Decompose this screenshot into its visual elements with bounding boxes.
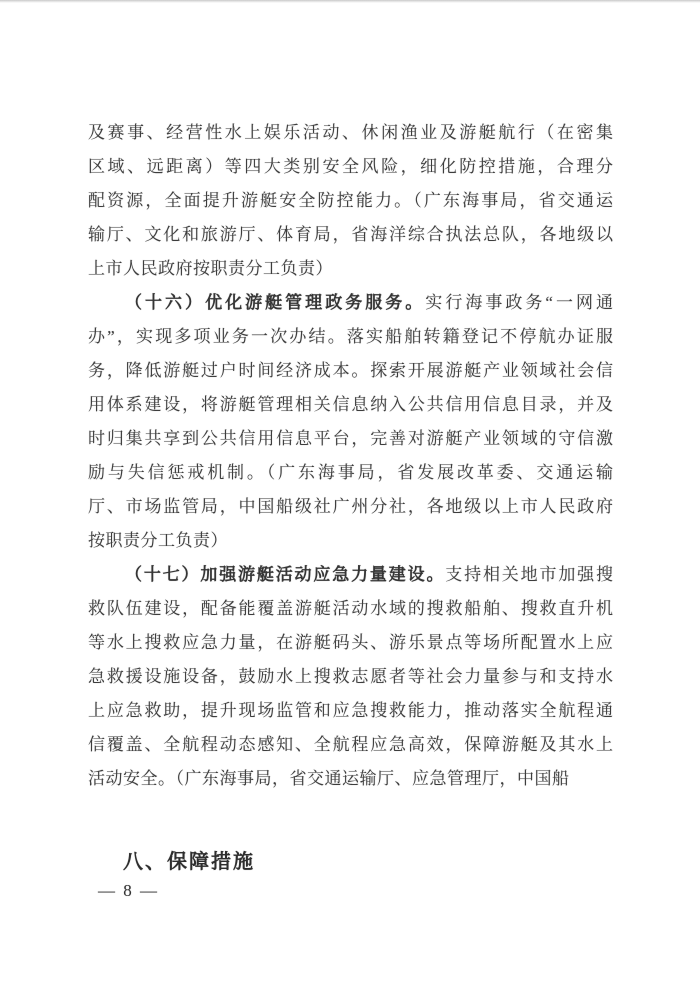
body-line: 活动安全。（广东海事局，省交通运输厅、应急管理厅，中国船 — [88, 769, 570, 788]
body-line: 用体系建设，将游艇管理相关信息纳入公共信用信息目录，并及 — [88, 395, 613, 414]
body-line: 上市人民政府按职责分工负责） — [88, 259, 333, 278]
paragraph-16-first-line-rest: 实行海事政务“一网通 — [425, 293, 613, 312]
body-line: 信覆盖、全航程动态感知、全航程应急高效，保障游艇及其水上 — [88, 735, 613, 754]
body-line: 上应急救助，提升现场监管和应急搜救能力，推动落实全航程通 — [88, 701, 613, 720]
page-number: — 8 — — [98, 881, 159, 900]
body-line: 办”，实现多项业务一次办结。落实船舶转籍登记不停航办证服 — [88, 327, 613, 346]
paragraph-16-lead: （十六）优化游艇管理政务服务。 — [125, 293, 426, 312]
body-line: 配资源，全面提升游艇安全防控能力。（广东海事局，省交通运 — [88, 191, 613, 210]
body-line: 等水上搜救应急力量，在游艇码头、游乐景点等场所配置水上应 — [88, 633, 613, 652]
scan-top-edge — [0, 0, 700, 3]
body-line: 及赛事、经营性水上娱乐活动、休闲渔业及游艇航行（在密集 — [88, 123, 613, 142]
body-line: 输厅、文化和旅游厅、体育局，省海洋综合执法总队，各地级以 — [88, 225, 613, 244]
body-line: 救队伍建设，配备能覆盖游艇活动水域的搜救船舶、搜救直升机 — [88, 599, 613, 618]
body-line: 时归集共享到公共信用信息平台，完善对游艇产业领域的守信激 — [88, 429, 613, 448]
paragraph-17-lead: （十七）加强游艇活动应急力量建设。 — [125, 565, 446, 584]
body-line: 励与失信惩戒机制。（广东海事局，省发展改革委、交通运输 — [88, 463, 613, 482]
body-line: 厅、市场监管局，中国船级社广州分社，各地级以上市人民政府 — [88, 497, 613, 516]
body-text-column — [88, 116, 613, 796]
section-heading: 八、保障措施 — [123, 851, 255, 873]
body-line: 区域、远距离）等四大类别安全风险，细化防控措施，合理分 — [88, 157, 613, 176]
body-line — [88, 558, 613, 592]
body-line: 按职责分工负责） — [88, 531, 228, 550]
paragraph-17-first-line-rest: 支持相关地市加强搜 — [445, 565, 613, 584]
body-line: 急救援设施设备，鼓励水上搜救志愿者等社会力量参与和支持水 — [88, 667, 613, 686]
body-line: 务，降低游艇过户时间经济成本。探索开展游艇产业领域社会信 — [88, 361, 613, 380]
body-line — [88, 286, 613, 320]
